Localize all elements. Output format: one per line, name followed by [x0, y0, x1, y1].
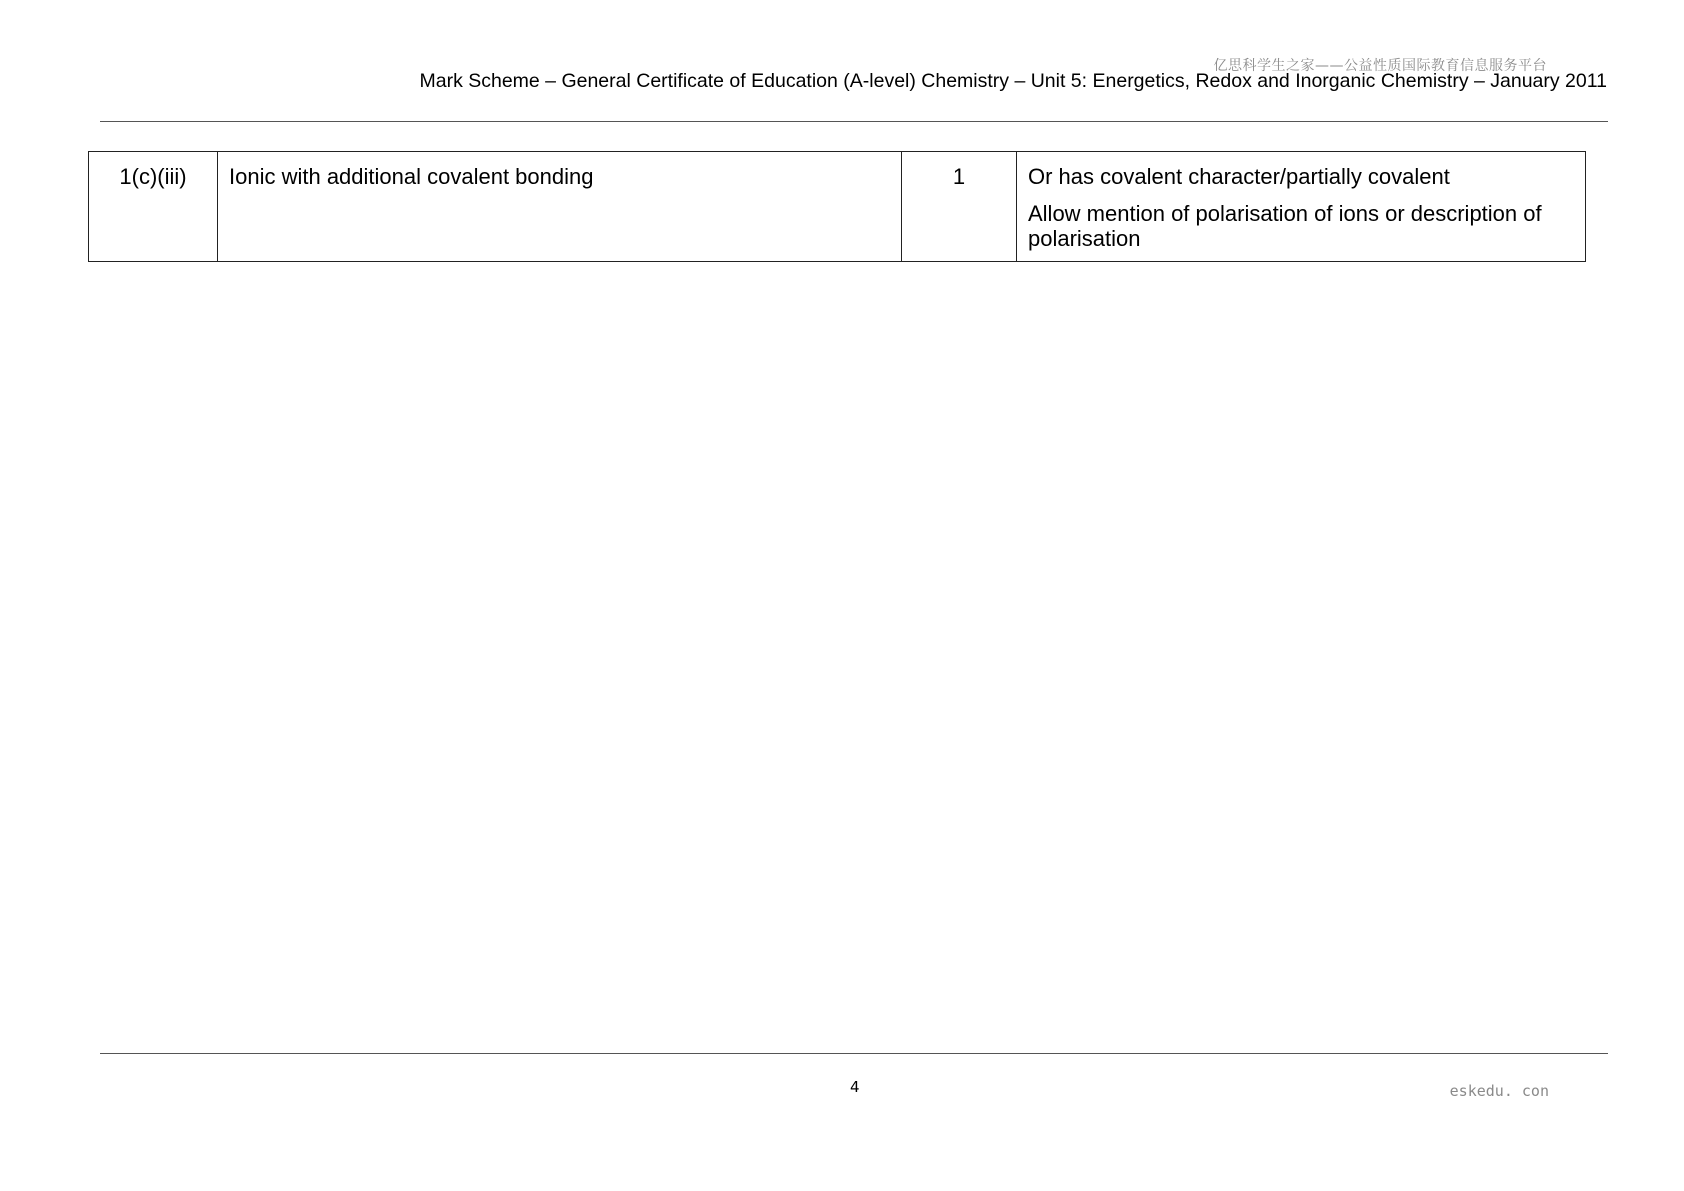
- watermark-bottom: eskedu. con: [1449, 1082, 1549, 1100]
- answer-cell: Ionic with additional covalent bonding: [218, 152, 902, 262]
- watermark-top: 亿思科学生之家——公益性质国际教育信息服务平台: [1213, 58, 1547, 74]
- footer-divider: [100, 1053, 1608, 1054]
- header-divider: [100, 121, 1608, 122]
- comments-cell: [1017, 152, 1586, 262]
- table-row: [89, 152, 1586, 262]
- mark-cell: 1: [902, 152, 1017, 262]
- question-number-cell: 1(c)(iii): [89, 152, 218, 262]
- comment-line: Allow mention of polarisation of ions or description of polarisation: [1028, 201, 1542, 251]
- page-number: 4: [850, 1078, 860, 1096]
- page-header: Mark Scheme – General Certificate of Education (A-level) Chemistry – Unit 5: Energetics, Redox and Inorganic Chemistry – January 2011: [419, 70, 1607, 92]
- mark-scheme-table: [88, 151, 1586, 262]
- comment-line: Or has covalent character/partially covalent: [1028, 164, 1450, 189]
